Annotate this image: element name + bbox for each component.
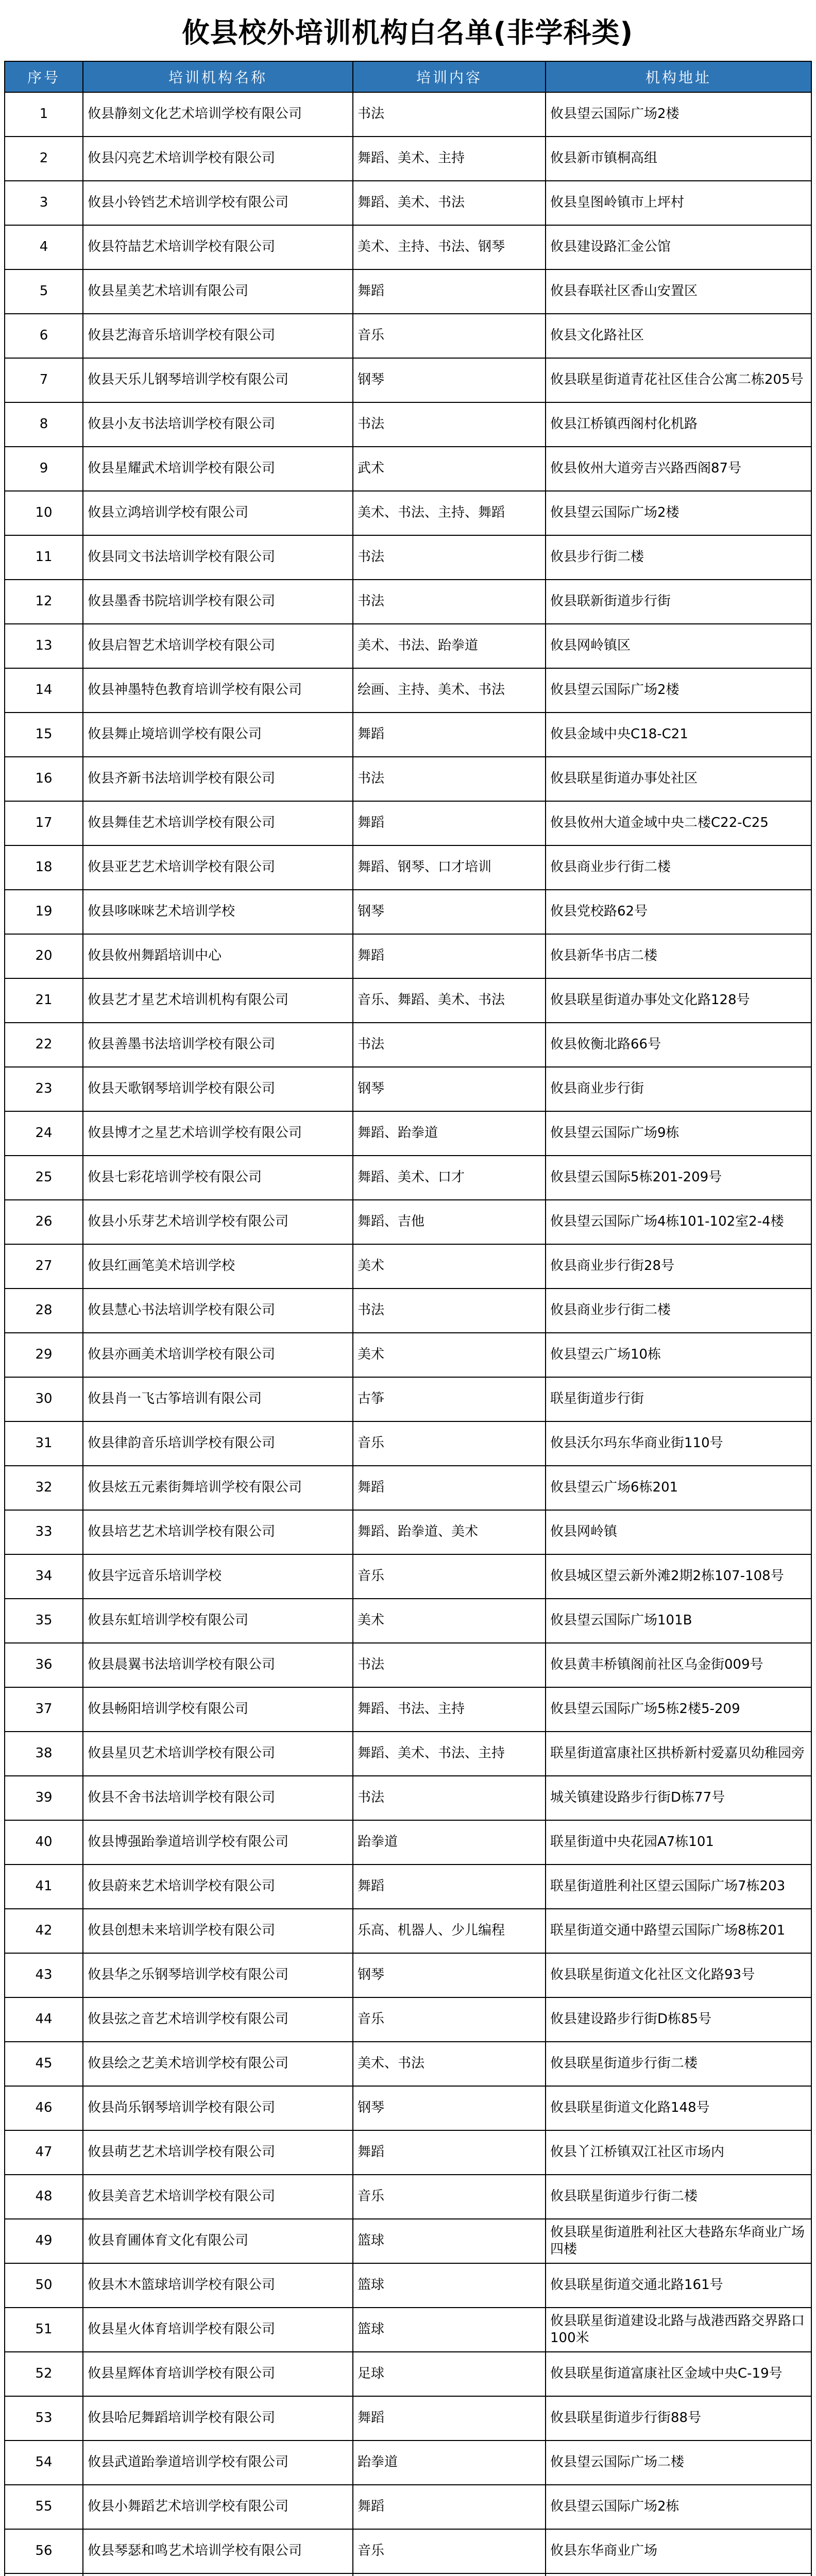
row-name: 攸县绘之艺美术培训学校有限公司 — [83, 2042, 353, 2086]
row-address: 攸县联星街道办事处社区 — [546, 757, 811, 801]
row-name: 攸县小友书法培训学校有限公司 — [83, 402, 353, 447]
row-content: 美术、书法 — [353, 2042, 546, 2086]
row-name: 攸县肖一飞古筝培训有限公司 — [83, 1377, 353, 1421]
table-row — [5, 137, 811, 181]
row-name: 攸县炫五元素街舞培训学校有限公司 — [83, 1466, 353, 1510]
row-name: 攸县星火体育培训学校有限公司 — [83, 2308, 353, 2352]
row-address: 攸县望云国际广场5栋2楼5-209 — [546, 1687, 811, 1732]
table-row — [5, 1776, 811, 1820]
row-index: 5 — [5, 269, 83, 314]
row-address: 攸县春联社区香山安置区 — [546, 269, 811, 314]
row-index: 19 — [5, 890, 83, 934]
row-address: 攸县皇图岭镇市上坪村 — [546, 181, 811, 225]
row-address: 攸县网岭镇区 — [546, 624, 811, 668]
row-address: 攸县望云国际广场2栋 — [546, 2485, 811, 2529]
row-address: 攸县步行街二楼 — [546, 535, 811, 580]
row-content: 古筝 — [353, 1377, 546, 1421]
row-name: 攸县东虹培训学校有限公司 — [83, 1599, 353, 1643]
row-address: 攸县望云国际广场9栋 — [546, 1111, 811, 1156]
row-index: 36 — [5, 1643, 83, 1687]
table-body — [5, 92, 811, 2576]
row-address: 攸县黄丰桥镇阁前社区乌金街009号 — [546, 1643, 811, 1687]
table-row — [5, 2219, 811, 2263]
row-content: 舞蹈 — [353, 1865, 546, 1909]
row-address: 攸县攸衡北路66号 — [546, 1023, 811, 1067]
row-name: 攸县华之乐钢琴培训学校有限公司 — [83, 1953, 353, 1997]
row-name: 攸县律韵音乐培训学校有限公司 — [83, 1421, 353, 1466]
row-address: 联星街道中央花园A7栋101 — [546, 1820, 811, 1865]
row-content: 钢琴 — [353, 1953, 546, 1997]
table-row — [5, 402, 811, 447]
table-row — [5, 845, 811, 890]
table-row — [5, 713, 811, 757]
row-content: 音乐 — [353, 1554, 546, 1599]
row-address: 攸县望云国际广场2楼 — [546, 92, 811, 137]
row-name: 攸县神墨特色教育培训学校有限公司 — [83, 668, 353, 713]
table-row — [5, 1111, 811, 1156]
row-name: 攸县小乐芽艺术培训学校有限公司 — [83, 1200, 353, 1244]
row-content: 舞蹈 — [353, 1466, 546, 1510]
row-index: 26 — [5, 1200, 83, 1244]
row-content: 钢琴 — [353, 890, 546, 934]
row-address: 攸县党校路62号 — [546, 890, 811, 934]
row-name: 攸县星贝艺术培训学校有限公司 — [83, 1732, 353, 1776]
row-index: 32 — [5, 1466, 83, 1510]
row-index: 48 — [5, 2175, 83, 2219]
row-address: 攸县联星街道文化路148号 — [546, 2086, 811, 2130]
row-content: 音乐 — [353, 1421, 546, 1466]
document — [4, 0, 811, 2576]
row-name: 攸县博才之星艺术培训学校有限公司 — [83, 1111, 353, 1156]
row-name: 攸县齐新书法培训学校有限公司 — [83, 757, 353, 801]
row-content: 美术、书法、主持、舞蹈 — [353, 491, 546, 535]
table-row — [5, 2529, 811, 2573]
table-row — [5, 2308, 811, 2352]
row-content: 绘画、主持、美术、书法 — [353, 668, 546, 713]
row-address: 攸县城区望云新外滩2期2栋107-108号 — [546, 1554, 811, 1599]
row-name: 攸县晨翼书法培训学校有限公司 — [83, 1643, 353, 1687]
row-content: 乐高、机器人、少儿编程 — [353, 1909, 546, 1953]
table-row — [5, 2086, 811, 2130]
header-address: 机构地址 — [546, 61, 811, 92]
row-address: 攸县攸州大道金域中央二楼C22-C25 — [546, 801, 811, 845]
row-content: 武术 — [353, 447, 546, 491]
row-address: 攸县望云国际5栋201-209号 — [546, 1156, 811, 1200]
row-index: 29 — [5, 1333, 83, 1377]
table-row — [5, 1333, 811, 1377]
row-name: 攸县艺才星艺术培训机构有限公司 — [83, 978, 353, 1023]
row-content: 舞蹈 — [353, 2130, 546, 2175]
table-row — [5, 1377, 811, 1421]
table-row — [5, 934, 811, 978]
row-index: 54 — [5, 2441, 83, 2485]
row-name: 攸县亚艺艺术培训学校有限公司 — [83, 845, 353, 890]
row-address: 攸县望云国际广场4栋101-102室2-4楼 — [546, 1200, 811, 1244]
row-index: 43 — [5, 1953, 83, 1997]
row-name: 攸县立鸿培训学校有限公司 — [83, 491, 353, 535]
table-row — [5, 1732, 811, 1776]
row-content: 书法 — [353, 1643, 546, 1687]
row-address: 攸县联星街道建设北路与战港西路交界路口100米 — [546, 2308, 811, 2352]
table-row — [5, 2263, 811, 2308]
table-row — [5, 491, 811, 535]
table-row — [5, 1865, 811, 1909]
table-row — [5, 2352, 811, 2396]
row-name: 攸县红画笔美术培训学校 — [83, 1244, 353, 1289]
row-name: 攸县武道跆拳道培训学校有限公司 — [83, 2441, 353, 2485]
row-content: 书法 — [353, 580, 546, 624]
row-address: 攸县新市镇桐高组 — [546, 137, 811, 181]
row-index: 28 — [5, 1289, 83, 1333]
table-row — [5, 1599, 811, 1643]
row-content: 舞蹈 — [353, 934, 546, 978]
row-index — [5, 2573, 83, 2576]
table-row — [5, 2396, 811, 2441]
table-row — [5, 2573, 811, 2576]
header-index: 序号 — [5, 61, 83, 92]
row-index: 25 — [5, 1156, 83, 1200]
row-content: 舞蹈 — [353, 2396, 546, 2441]
row-index: 52 — [5, 2352, 83, 2396]
row-name: 攸县哆咪咪艺术培训学校 — [83, 890, 353, 934]
row-index: 2 — [5, 137, 83, 181]
row-address: 攸县江桥镇西阁村化机路 — [546, 402, 811, 447]
row-content: 舞蹈、跆拳道、美术 — [353, 1510, 546, 1554]
row-address: 攸县商业步行街 — [546, 1067, 811, 1111]
row-index: 49 — [5, 2219, 83, 2263]
row-name: 攸县舞止境培训学校有限公司 — [83, 713, 353, 757]
row-index: 4 — [5, 225, 83, 269]
row-content: 书法 — [353, 92, 546, 137]
table-row — [5, 1554, 811, 1599]
row-name: 攸县亦画美术培训学校有限公司 — [83, 1333, 353, 1377]
row-name: 攸县天歌钢琴培训学校有限公司 — [83, 1067, 353, 1111]
header-content: 培训内容 — [353, 61, 546, 92]
row-content: 音乐、舞蹈、美术、书法 — [353, 978, 546, 1023]
row-address: 攸县联星街道办事处文化路128号 — [546, 978, 811, 1023]
row-content: 书法 — [353, 757, 546, 801]
table-row — [5, 757, 811, 801]
row-index: 38 — [5, 1732, 83, 1776]
row-content: 篮球 — [353, 2308, 546, 2352]
row-content: 篮球 — [353, 2219, 546, 2263]
row-content: 音乐 — [353, 2529, 546, 2573]
row-index: 34 — [5, 1554, 83, 1599]
row-address — [546, 2573, 811, 2576]
row-content: 音乐 — [353, 314, 546, 358]
row-name: 攸县木木篮球培训学校有限公司 — [83, 2263, 353, 2308]
row-address: 攸县联星街道文化社区文化路93号 — [546, 1953, 811, 1997]
row-name: 攸县宇远音乐培训学校 — [83, 1554, 353, 1599]
row-content: 音乐 — [353, 1997, 546, 2042]
row-address: 攸县望云广场6栋201 — [546, 1466, 811, 1510]
row-content: 跆拳道 — [353, 2441, 546, 2485]
row-content: 美术 — [353, 1333, 546, 1377]
row-index: 30 — [5, 1377, 83, 1421]
row-address: 联星街道步行街 — [546, 1377, 811, 1421]
row-index: 1 — [5, 92, 83, 137]
row-index: 23 — [5, 1067, 83, 1111]
table-row — [5, 1909, 811, 1953]
table-row — [5, 447, 811, 491]
row-name: 攸县培艺艺术培训学校有限公司 — [83, 1510, 353, 1554]
row-content: 书法 — [353, 1023, 546, 1067]
row-content: 舞蹈、美术、主持 — [353, 137, 546, 181]
row-index: 11 — [5, 535, 83, 580]
row-index: 22 — [5, 1023, 83, 1067]
row-index: 7 — [5, 358, 83, 402]
row-name: 攸县育圃体育文化有限公司 — [83, 2219, 353, 2263]
row-index: 53 — [5, 2396, 83, 2441]
table-row — [5, 1067, 811, 1111]
table-row — [5, 1643, 811, 1687]
row-index: 12 — [5, 580, 83, 624]
row-index: 35 — [5, 1599, 83, 1643]
table-row — [5, 580, 811, 624]
row-content: 舞蹈、钢琴、口才培训 — [353, 845, 546, 890]
row-content: 美术、主持、书法、钢琴 — [353, 225, 546, 269]
row-address: 攸县新华书店二楼 — [546, 934, 811, 978]
row-name: 攸县不舍书法培训学校有限公司 — [83, 1776, 353, 1820]
row-index: 50 — [5, 2263, 83, 2308]
row-content: 舞蹈、美术、书法 — [353, 181, 546, 225]
row-index: 33 — [5, 1510, 83, 1554]
row-address: 攸县商业步行街二楼 — [546, 1289, 811, 1333]
table-row — [5, 314, 811, 358]
row-address: 攸县望云国际广场2楼 — [546, 668, 811, 713]
row-content: 钢琴 — [353, 358, 546, 402]
row-index: 6 — [5, 314, 83, 358]
table-header — [5, 61, 811, 92]
table-row — [5, 92, 811, 137]
row-address: 攸县建设路步行街D栋85号 — [546, 1997, 811, 2042]
row-index: 27 — [5, 1244, 83, 1289]
row-content: 书法 — [353, 1776, 546, 1820]
table-row — [5, 801, 811, 845]
row-name: 攸县星美艺术培训有限公司 — [83, 269, 353, 314]
row-content: 舞蹈、吉他 — [353, 1200, 546, 1244]
row-content: 音乐 — [353, 2175, 546, 2219]
row-name — [83, 2573, 353, 2576]
row-address: 攸县联星街道步行街二楼 — [546, 2042, 811, 2086]
table-row — [5, 1687, 811, 1732]
whitelist-table — [4, 61, 812, 2576]
row-name: 攸县舞佳艺术培训学校有限公司 — [83, 801, 353, 845]
row-name: 攸县星耀武术培训学校有限公司 — [83, 447, 353, 491]
table-row — [5, 2042, 811, 2086]
row-index: 44 — [5, 1997, 83, 2042]
row-index: 56 — [5, 2529, 83, 2573]
row-address: 攸县望云国际广场二楼 — [546, 2441, 811, 2485]
row-address: 攸县东华商业广场 — [546, 2529, 811, 2573]
table-row — [5, 181, 811, 225]
table-row — [5, 2175, 811, 2219]
row-content: 舞蹈 — [353, 2485, 546, 2529]
row-content: 书法 — [353, 535, 546, 580]
table-row — [5, 1244, 811, 1289]
table-row — [5, 890, 811, 934]
row-name: 攸县天乐儿钢琴培训学校有限公司 — [83, 358, 353, 402]
page-title: 攸县校外培训机构白名单(非学科类) — [181, 16, 634, 49]
row-index: 31 — [5, 1421, 83, 1466]
table-row — [5, 668, 811, 713]
row-name: 攸县美音艺术培训学校有限公司 — [83, 2175, 353, 2219]
row-content: 钢琴 — [353, 2086, 546, 2130]
row-name: 攸县尚乐钢琴培训学校有限公司 — [83, 2086, 353, 2130]
row-content: 舞蹈、书法、主持 — [353, 1687, 546, 1732]
row-index: 18 — [5, 845, 83, 890]
row-address: 攸县沃尔玛东华商业街110号 — [546, 1421, 811, 1466]
row-address: 攸县丫江桥镇双江社区市场内 — [546, 2130, 811, 2175]
row-index: 40 — [5, 1820, 83, 1865]
table-row — [5, 1466, 811, 1510]
row-index: 51 — [5, 2308, 83, 2352]
row-name: 攸县启智艺术培训学校有限公司 — [83, 624, 353, 668]
row-address: 攸县望云广场10栋 — [546, 1333, 811, 1377]
row-name: 攸县慧心书法培训学校有限公司 — [83, 1289, 353, 1333]
row-content: 篮球 — [353, 2263, 546, 2308]
row-content: 美术、书法、跆拳道 — [353, 624, 546, 668]
row-address: 攸县文化路社区 — [546, 314, 811, 358]
row-name: 攸县七彩花培训学校有限公司 — [83, 1156, 353, 1200]
row-address: 联星街道交通中路望云国际广场8栋201 — [546, 1909, 811, 1953]
row-name: 攸县琴瑟和鸣艺术培训学校有限公司 — [83, 2529, 353, 2573]
row-index: 47 — [5, 2130, 83, 2175]
row-content: 美术 — [353, 1244, 546, 1289]
row-index: 10 — [5, 491, 83, 535]
row-name: 攸县小铃铛艺术培训学校有限公司 — [83, 181, 353, 225]
row-name: 攸县创想未来培训学校有限公司 — [83, 1909, 353, 1953]
row-name: 攸县弦之音艺术培训学校有限公司 — [83, 1997, 353, 2042]
row-address: 攸县商业步行街二楼 — [546, 845, 811, 890]
row-name: 攸县畅阳培训学校有限公司 — [83, 1687, 353, 1732]
row-content: 钢琴 — [353, 1067, 546, 1111]
row-content: 书法 — [353, 1289, 546, 1333]
row-address: 联星街道富康社区拱桥新村爱嘉贝幼稚园旁 — [546, 1732, 811, 1776]
row-content: 舞蹈、跆拳道 — [353, 1111, 546, 1156]
row-name: 攸县同文书法培训学校有限公司 — [83, 535, 353, 580]
row-index: 8 — [5, 402, 83, 447]
row-name: 攸县小舞蹈艺术培训学校有限公司 — [83, 2485, 353, 2529]
row-content: 舞蹈 — [353, 269, 546, 314]
row-name: 攸县墨香书院培训学校有限公司 — [83, 580, 353, 624]
table-row — [5, 535, 811, 580]
row-index: 14 — [5, 668, 83, 713]
row-content: 舞蹈 — [353, 801, 546, 845]
row-address: 城关镇建设路步行街D栋77号 — [546, 1776, 811, 1820]
row-address: 攸县望云国际广场101B — [546, 1599, 811, 1643]
row-name: 攸县善墨书法培训学校有限公司 — [83, 1023, 353, 1067]
row-index: 37 — [5, 1687, 83, 1732]
header-name: 培训机构名称 — [83, 61, 353, 92]
row-name: 攸县攸州舞蹈培训中心 — [83, 934, 353, 978]
row-index: 21 — [5, 978, 83, 1023]
row-content: 足球 — [353, 2352, 546, 2396]
row-index: 46 — [5, 2086, 83, 2130]
row-address: 攸县建设路汇金公馆 — [546, 225, 811, 269]
table-row — [5, 1421, 811, 1466]
row-address: 攸县金域中央C18-C21 — [546, 713, 811, 757]
row-content: 跆拳道 — [353, 1820, 546, 1865]
row-index: 24 — [5, 1111, 83, 1156]
row-index: 41 — [5, 1865, 83, 1909]
row-name: 攸县哈尼舞蹈培训学校有限公司 — [83, 2396, 353, 2441]
row-address: 攸县联星街道胜利社区大巷路东华商业广场四楼 — [546, 2219, 811, 2263]
table-row — [5, 1953, 811, 1997]
row-name: 攸县蔚来艺术培训学校有限公司 — [83, 1865, 353, 1909]
row-address: 攸县望云国际广场2楼 — [546, 491, 811, 535]
table-row — [5, 2441, 811, 2485]
header-row — [5, 61, 811, 92]
table-row — [5, 1510, 811, 1554]
row-address: 攸县网岭镇 — [546, 1510, 811, 1554]
row-index: 9 — [5, 447, 83, 491]
table-row — [5, 2485, 811, 2529]
row-index: 17 — [5, 801, 83, 845]
row-address: 攸县联星街道富康社区金域中央C-19号 — [546, 2352, 811, 2396]
row-name: 攸县符喆艺术培训学校有限公司 — [83, 225, 353, 269]
row-index: 15 — [5, 713, 83, 757]
row-address: 攸县联新街道步行街 — [546, 580, 811, 624]
row-index: 39 — [5, 1776, 83, 1820]
row-address: 攸县联星街道交通北路161号 — [546, 2263, 811, 2308]
row-address: 攸县联星街道步行街88号 — [546, 2396, 811, 2441]
table-row — [5, 1156, 811, 1200]
row-name: 攸县星辉体育培训学校有限公司 — [83, 2352, 353, 2396]
table-row — [5, 1289, 811, 1333]
row-name: 攸县艺海音乐培训学校有限公司 — [83, 314, 353, 358]
table-row — [5, 358, 811, 402]
table-row — [5, 269, 811, 314]
table-row — [5, 225, 811, 269]
row-address: 攸县商业步行街28号 — [546, 1244, 811, 1289]
row-index: 42 — [5, 1909, 83, 1953]
row-name: 攸县闪亮艺术培训学校有限公司 — [83, 137, 353, 181]
row-index: 13 — [5, 624, 83, 668]
table-row — [5, 624, 811, 668]
table-row — [5, 1997, 811, 2042]
row-address: 攸县攸州大道旁吉兴路西阁87号 — [546, 447, 811, 491]
row-index: 3 — [5, 181, 83, 225]
row-address: 攸县联星街道青花社区佳合公寓二栋205号 — [546, 358, 811, 402]
table-row — [5, 1200, 811, 1244]
row-name: 攸县静刻文化艺术培训学校有限公司 — [83, 92, 353, 137]
row-index: 16 — [5, 757, 83, 801]
row-name: 攸县萌艺艺术培训学校有限公司 — [83, 2130, 353, 2175]
table-row — [5, 2130, 811, 2175]
table-row — [5, 1023, 811, 1067]
table-row — [5, 978, 811, 1023]
row-content: 舞蹈、美术、书法、主持 — [353, 1732, 546, 1776]
row-content: 舞蹈 — [353, 713, 546, 757]
row-content: 舞蹈、美术、口才 — [353, 1156, 546, 1200]
table-row — [5, 1820, 811, 1865]
row-address: 攸县联星街道步行街二楼 — [546, 2175, 811, 2219]
row-index: 20 — [5, 934, 83, 978]
row-content — [353, 2573, 546, 2576]
row-content: 美术 — [353, 1599, 546, 1643]
row-index: 45 — [5, 2042, 83, 2086]
row-index: 55 — [5, 2485, 83, 2529]
row-content: 书法 — [353, 402, 546, 447]
row-name: 攸县博强跆拳道培训学校有限公司 — [83, 1820, 353, 1865]
row-address: 联星街道胜利社区望云国际广场7栋203 — [546, 1865, 811, 1909]
